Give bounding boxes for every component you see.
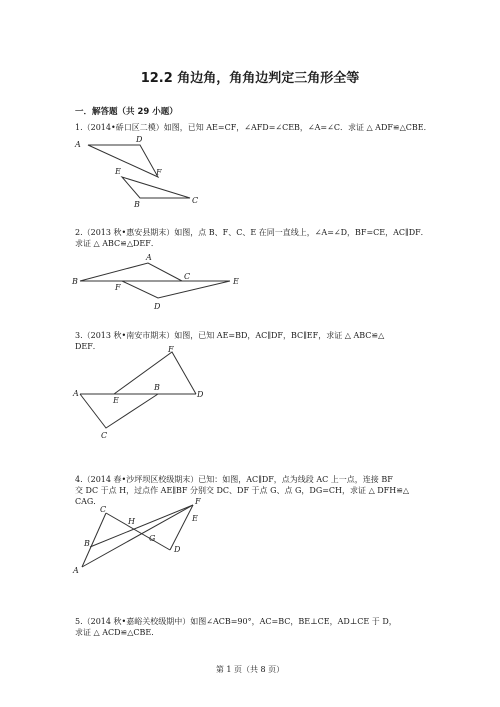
fig4-label-a: A	[73, 566, 79, 575]
fig1-label-f: F	[156, 168, 162, 177]
fig4-label-c: C	[100, 505, 107, 514]
fig4-label-h: H	[128, 517, 135, 526]
page-title: 12.2 角边角，角角边判定三角形全等	[140, 71, 360, 86]
fig3-label-d: D	[197, 390, 204, 399]
figure-1	[70, 133, 220, 208]
fig1-label-b: B	[134, 200, 140, 208]
fig4-label-d: D	[174, 545, 181, 554]
fig2-label-a: A	[146, 253, 152, 262]
fig3-label-a: A	[73, 389, 79, 398]
fig2-label-f: F	[115, 283, 121, 292]
problem-4-text-3: CAG．	[75, 497, 102, 506]
page-footer: 第 1 页（共 8 页）	[215, 665, 285, 674]
section-heading: 一．解答题（共 29 小题）	[75, 107, 178, 117]
problem-5-text-2: 求证 △ ACD≌△CBE．	[75, 628, 160, 637]
fig3-label-b: B	[154, 383, 160, 392]
figure-4	[70, 495, 220, 580]
figure-3	[70, 343, 220, 443]
problem-3-text-1: 3.（2013 秋•南安市期末）如图，已知 AE=BD，AC∥DF，BC∥EF，求证 △ ABC≌△	[75, 331, 385, 340]
problem-3-text-2: DEF．	[75, 342, 101, 351]
fig1-label-e: E	[115, 167, 121, 176]
fig3-label-e: E	[113, 396, 119, 405]
fig1-label-a: A	[75, 140, 81, 149]
fig4-label-f: F	[195, 497, 201, 506]
fig2-label-b: B	[72, 277, 78, 286]
fig4-label-b: B	[84, 539, 90, 548]
problem-2-text-2: 求证 △ ABC≌△DEF．	[75, 239, 159, 248]
problem-5-text-1: 5.（2014 秋•嘉峪关校级期中）如图∠ACB=90°，AC=BC，BE⊥CE，AD⊥CE 于 D，	[75, 617, 397, 626]
fig4-label-e: E	[192, 514, 198, 523]
figure-2	[70, 250, 240, 315]
problem-4-text-1: 4.（2014 春•沙坪坝区校级期末）已知：如图，AC∥DF，点为线段 AC 上一点，连接 BF	[75, 475, 393, 484]
fig1-label-d: D	[136, 135, 143, 144]
fig3-label-c: C	[101, 431, 108, 440]
problem-4-text-2: 交 DC 于点 H，过点作 AE∥BF 分别交 DC、DF 于点 G、点 G，DG=CH，求证 △ DFH≌△	[75, 486, 410, 495]
fig2-label-e: E	[233, 277, 239, 286]
fig1-label-c: C	[192, 196, 199, 205]
problem-2-text-1: 2.（2013 秋•惠安县期末）如图，点 B、F、C、E 在同一直线上，∠A=∠D，BF=CE，AC∥DF．	[75, 228, 429, 237]
problem-1-text: 1.（2014•硚口区二模）如图，已知 AE=CF，∠AFD=∠CEB，∠A=∠C．求证 △ ADF≌△CBE．	[75, 123, 432, 132]
fig3-label-f: F	[168, 345, 174, 354]
fig2-label-d: D	[154, 302, 161, 311]
fig4-label-g: G	[149, 534, 156, 543]
fig2-label-c: C	[184, 272, 191, 281]
